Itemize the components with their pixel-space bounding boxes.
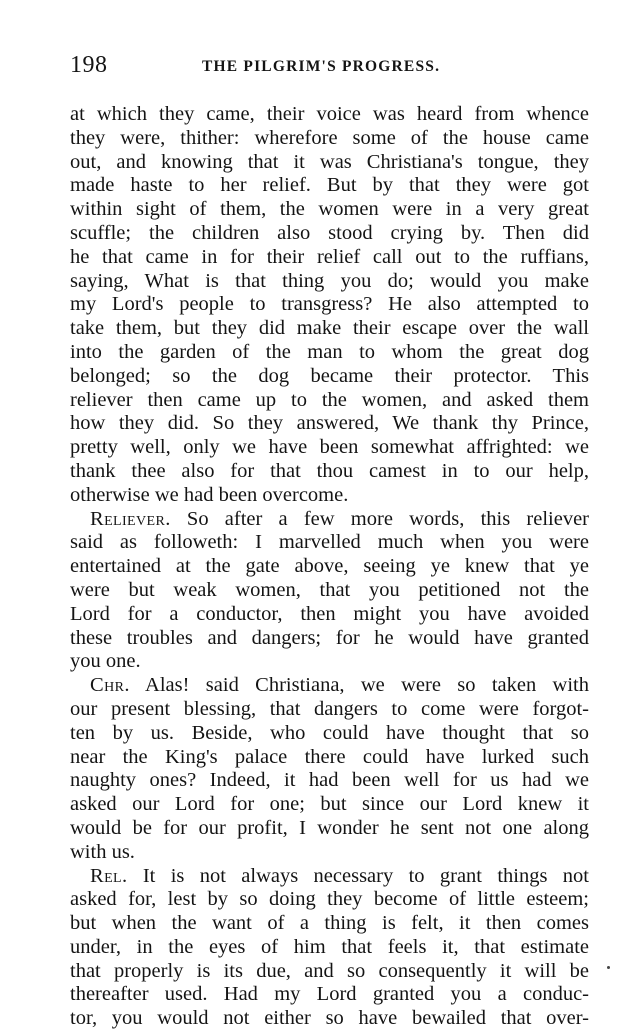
speaker-label: Rel.	[90, 864, 128, 887]
line-text: were but weak women, that you petitioned not the	[70, 578, 589, 601]
text-line	[70, 389, 589, 413]
line-text: scuffle; the children also stood crying by. Then did	[70, 221, 589, 244]
ink-speck	[607, 966, 610, 969]
text-line	[70, 674, 589, 698]
line-text: but when the want of a thing is felt, it then comes	[70, 912, 589, 935]
text-line	[70, 746, 589, 770]
line-text: thank thee also for that thou camest in to our help,	[70, 459, 589, 482]
text-line	[70, 198, 589, 222]
text-line	[70, 650, 589, 674]
line-text: out, and knowing that it was Christiana's tongue, they	[70, 150, 589, 173]
line-text: how they did. So they answered, We thank thy Prince,	[70, 412, 589, 435]
text-line	[70, 127, 589, 151]
line-text: Alas! said Christiana, we were so taken with	[129, 674, 589, 697]
text-line	[70, 555, 589, 579]
text-line	[70, 246, 589, 270]
line-text: said as followeth: I marvelled much when you were	[70, 531, 589, 554]
text-line	[70, 317, 589, 341]
line-text: he that came in for their relief call out to the ruffians,	[70, 245, 589, 268]
line-text: Lord for a conductor, then might you have avoided	[70, 602, 589, 625]
line-text: It is not always necessary to grant things not	[127, 864, 589, 887]
text-line	[70, 627, 589, 651]
line-text: reliever then came up to the women, and asked them	[70, 388, 589, 411]
text-line	[70, 531, 589, 555]
line-text: would be for our profit, I wonder he sent not one along	[70, 816, 589, 839]
text-line	[70, 841, 589, 865]
text-line	[70, 293, 589, 317]
line-text: into the garden of the man to whom the great dog	[70, 340, 589, 363]
text-line	[70, 1007, 589, 1031]
body-text	[70, 103, 589, 1031]
line-text: naughty ones? Indeed, it had been well for us had we	[70, 769, 589, 792]
speaker-label: Chr.	[90, 674, 130, 697]
line-text: saying, What is that thing you do; would you make	[70, 269, 589, 292]
line-text: our present blessing, that dangers to come were forgot-	[70, 697, 589, 720]
text-line	[70, 579, 589, 603]
line-text: take them, but they did make their escape over the wall	[70, 317, 589, 340]
text-line	[70, 341, 589, 365]
text-line	[70, 151, 589, 175]
speaker-label: Reliever.	[90, 507, 171, 530]
line-text: asked for, lest by so doing they become of little esteem;	[70, 888, 589, 911]
text-line	[70, 508, 589, 532]
line-text: So after a few more words, this reliever	[170, 507, 589, 530]
text-line	[70, 484, 589, 508]
text-line	[70, 365, 589, 389]
line-text: these troubles and dangers; for he would have granted	[70, 626, 589, 649]
line-text: my Lord's people to transgress? He also attempted to	[70, 293, 589, 316]
text-line	[70, 698, 589, 722]
text-line	[70, 103, 589, 127]
running-title: THE PILGRIM'S PROGRESS.	[202, 58, 441, 75]
text-line	[70, 888, 589, 912]
text-line	[70, 222, 589, 246]
line-text: you one.	[70, 650, 141, 673]
text-line	[70, 722, 589, 746]
line-text: within sight of them, the women were in a very great	[70, 198, 589, 221]
text-line	[70, 936, 589, 960]
text-line	[70, 270, 589, 294]
page-number: 198	[70, 52, 108, 78]
text-line	[70, 412, 589, 436]
line-text: belonged; so the dog became their protector. This	[70, 364, 589, 387]
line-text: ten by us. Beside, who could have thought that so	[70, 721, 589, 744]
line-text: pretty well, only we have been somewhat affrighted: we	[70, 436, 589, 459]
line-text: otherwise we had been overcome.	[70, 483, 349, 506]
line-text: asked our Lord for one; but since our Lord knew it	[70, 793, 589, 816]
line-text: that properly is its due, and so consequently it will be	[70, 959, 589, 982]
line-text: thereafter used. Had my Lord granted you a conduc-	[70, 983, 589, 1006]
text-line	[70, 865, 589, 889]
line-text: at which they came, their voice was heard from whence	[70, 103, 589, 125]
line-text: entertained at the gate above, seeing ye knew that ye	[70, 555, 589, 578]
text-line	[70, 603, 589, 627]
text-line	[70, 960, 589, 984]
text-line	[70, 436, 589, 460]
text-line	[70, 983, 589, 1007]
text-line	[70, 817, 589, 841]
text-line	[70, 460, 589, 484]
line-text: with us.	[70, 840, 135, 863]
text-line	[70, 912, 589, 936]
page-header	[70, 52, 590, 82]
line-text: under, in the eyes of him that feels it, that estimate	[70, 935, 589, 958]
line-text: made haste to her relief. But by that they were got	[70, 174, 589, 197]
line-text: tor, you would not either so have bewailed that over-	[70, 1007, 589, 1030]
text-line	[70, 174, 589, 198]
line-text: near the King's palace there could have lurked such	[70, 745, 589, 768]
text-line	[70, 769, 589, 793]
line-text: they were, thither: wherefore some of the house came	[70, 126, 589, 149]
text-line	[70, 793, 589, 817]
